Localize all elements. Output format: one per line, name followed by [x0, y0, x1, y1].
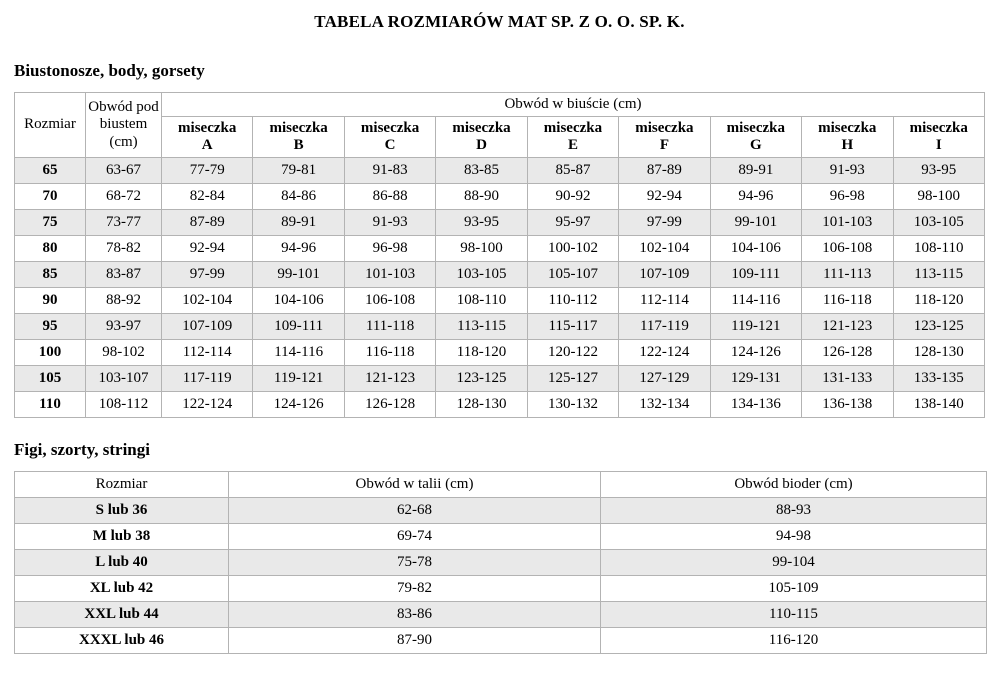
cup-C-cell: 101-103: [344, 262, 435, 288]
cup-G-cell: 94-96: [710, 184, 801, 210]
bras-col-header-miseczka-H: miseczka H: [802, 117, 893, 158]
cup-D-cell: 93-95: [436, 210, 527, 236]
cup-H-cell: 121-123: [802, 314, 893, 340]
cup-E-cell: 105-107: [527, 262, 618, 288]
cup-C-cell: 91-93: [344, 210, 435, 236]
bras-table-row-75: [15, 210, 985, 236]
cup-H-cell: 131-133: [802, 366, 893, 392]
cup-F-cell: 87-89: [619, 158, 710, 184]
size-cell: 90: [15, 288, 86, 314]
bras-table-body: [15, 158, 985, 418]
cup-G-cell: 89-91: [710, 158, 801, 184]
cup-A-cell: 97-99: [162, 262, 253, 288]
bras-table-row-110: [15, 392, 985, 418]
bras-table-row-80: [15, 236, 985, 262]
cup-G-cell: 129-131: [710, 366, 801, 392]
cup-H-cell: 101-103: [802, 210, 893, 236]
bras-section-heading: Biustonosze, body, gorsety: [14, 61, 205, 80]
cup-A-cell: 122-124: [162, 392, 253, 418]
hips-cell: 110-115: [601, 602, 987, 628]
cup-E-cell: 125-127: [527, 366, 618, 392]
cup-E-cell: 115-117: [527, 314, 618, 340]
cup-E-cell: 130-132: [527, 392, 618, 418]
panties-table-body: [15, 498, 987, 654]
cup-E-cell: 85-87: [527, 158, 618, 184]
hips-cell: 99-104: [601, 550, 987, 576]
waist-cell: 75-78: [229, 550, 601, 576]
bras-table-header: [15, 93, 985, 158]
cup-A-cell: 77-79: [162, 158, 253, 184]
cup-A-cell: 92-94: [162, 236, 253, 262]
underbust-cell: 83-87: [86, 262, 162, 288]
cup-G-cell: 114-116: [710, 288, 801, 314]
underbust-cell: 88-92: [86, 288, 162, 314]
cup-I-cell: 138-140: [893, 392, 985, 418]
cup-F-cell: 107-109: [619, 262, 710, 288]
bras-col-header-underbust: Obwód pod biustem (cm): [86, 93, 162, 158]
panties-col-header-waist: Obwód w talii (cm): [229, 472, 601, 498]
cup-H-cell: 111-113: [802, 262, 893, 288]
cup-C-cell: 126-128: [344, 392, 435, 418]
cup-C-cell: 121-123: [344, 366, 435, 392]
cup-G-cell: 104-106: [710, 236, 801, 262]
cup-I-cell: 128-130: [893, 340, 985, 366]
cup-A-cell: 112-114: [162, 340, 253, 366]
panties-col-header-rozmiar: Rozmiar: [15, 472, 229, 498]
cup-I-cell: 113-115: [893, 262, 985, 288]
size-cell: M lub 38: [15, 524, 229, 550]
underbust-cell: 73-77: [86, 210, 162, 236]
cup-C-cell: 106-108: [344, 288, 435, 314]
cup-H-cell: 96-98: [802, 184, 893, 210]
hips-cell: 105-109: [601, 576, 987, 602]
cup-B-cell: 119-121: [253, 366, 344, 392]
cup-I-cell: 108-110: [893, 236, 985, 262]
page-title: TABELA ROZMIARÓW MAT SP. Z O. O. SP. K.: [314, 12, 685, 31]
cup-A-cell: 107-109: [162, 314, 253, 340]
cup-F-cell: 132-134: [619, 392, 710, 418]
bras-col-header-miseczka-D: miseczka D: [436, 117, 527, 158]
size-cell: 85: [15, 262, 86, 288]
cup-D-cell: 113-115: [436, 314, 527, 340]
bras-table-row-70: [15, 184, 985, 210]
panties-section-heading: Figi, szorty, stringi: [14, 440, 150, 459]
cup-D-cell: 88-90: [436, 184, 527, 210]
cup-H-cell: 136-138: [802, 392, 893, 418]
cup-B-cell: 79-81: [253, 158, 344, 184]
size-cell: 105: [15, 366, 86, 392]
size-cell: L lub 40: [15, 550, 229, 576]
underbust-cell: 93-97: [86, 314, 162, 340]
panties-table-header: [15, 472, 987, 498]
panties-table-row: [15, 576, 987, 602]
cup-A-cell: 102-104: [162, 288, 253, 314]
size-cell: 70: [15, 184, 86, 210]
cup-H-cell: 116-118: [802, 288, 893, 314]
bras-size-table: [14, 92, 985, 418]
cup-I-cell: 98-100: [893, 184, 985, 210]
bras-col-header-miseczka-C: miseczka C: [344, 117, 435, 158]
cup-H-cell: 106-108: [802, 236, 893, 262]
cup-B-cell: 89-91: [253, 210, 344, 236]
panties-table-row: [15, 628, 987, 654]
cup-I-cell: 133-135: [893, 366, 985, 392]
waist-cell: 87-90: [229, 628, 601, 654]
cup-D-cell: 123-125: [436, 366, 527, 392]
waist-cell: 83-86: [229, 602, 601, 628]
cup-I-cell: 123-125: [893, 314, 985, 340]
panties-col-header-hips: Obwód bioder (cm): [601, 472, 987, 498]
cup-G-cell: 124-126: [710, 340, 801, 366]
cup-I-cell: 118-120: [893, 288, 985, 314]
cup-C-cell: 96-98: [344, 236, 435, 262]
size-cell: 100: [15, 340, 86, 366]
bras-table-row-100: [15, 340, 985, 366]
cup-G-cell: 119-121: [710, 314, 801, 340]
cup-B-cell: 104-106: [253, 288, 344, 314]
bras-col-header-miseczka-B: miseczka B: [253, 117, 344, 158]
size-cell: XXXL lub 46: [15, 628, 229, 654]
cup-F-cell: 102-104: [619, 236, 710, 262]
bras-table-row-90: [15, 288, 985, 314]
bras-col-header-miseczka-G: miseczka G: [710, 117, 801, 158]
cup-I-cell: 103-105: [893, 210, 985, 236]
hips-cell: 94-98: [601, 524, 987, 550]
size-cell: 75: [15, 210, 86, 236]
waist-cell: 62-68: [229, 498, 601, 524]
cup-A-cell: 117-119: [162, 366, 253, 392]
bras-table-row-65: [15, 158, 985, 184]
cup-C-cell: 86-88: [344, 184, 435, 210]
size-cell: XL lub 42: [15, 576, 229, 602]
bras-table-row-95: [15, 314, 985, 340]
bras-col-header-rozmiar: Rozmiar: [15, 93, 86, 158]
cup-H-cell: 126-128: [802, 340, 893, 366]
cup-E-cell: 95-97: [527, 210, 618, 236]
bras-table-row-85: [15, 262, 985, 288]
cup-F-cell: 112-114: [619, 288, 710, 314]
panties-size-table: [14, 471, 987, 654]
size-cell: 65: [15, 158, 86, 184]
cup-E-cell: 120-122: [527, 340, 618, 366]
cup-C-cell: 91-83: [344, 158, 435, 184]
bras-col-header-miseczka-A: miseczka A: [162, 117, 253, 158]
cup-A-cell: 87-89: [162, 210, 253, 236]
waist-cell: 69-74: [229, 524, 601, 550]
cup-E-cell: 110-112: [527, 288, 618, 314]
bras-table-row-105: [15, 366, 985, 392]
cup-E-cell: 100-102: [527, 236, 618, 262]
size-cell: XXL lub 44: [15, 602, 229, 628]
bras-col-header-miseczka-E: miseczka E: [527, 117, 618, 158]
underbust-cell: 68-72: [86, 184, 162, 210]
cup-B-cell: 114-116: [253, 340, 344, 366]
cup-B-cell: 84-86: [253, 184, 344, 210]
size-cell: S lub 36: [15, 498, 229, 524]
cup-H-cell: 91-93: [802, 158, 893, 184]
cup-B-cell: 94-96: [253, 236, 344, 262]
cup-B-cell: 124-126: [253, 392, 344, 418]
cup-D-cell: 128-130: [436, 392, 527, 418]
underbust-cell: 63-67: [86, 158, 162, 184]
bras-col-header-miseczka-I: miseczka I: [893, 117, 985, 158]
cup-D-cell: 83-85: [436, 158, 527, 184]
cup-I-cell: 93-95: [893, 158, 985, 184]
cup-F-cell: 127-129: [619, 366, 710, 392]
cup-D-cell: 118-120: [436, 340, 527, 366]
cup-B-cell: 99-101: [253, 262, 344, 288]
cup-G-cell: 99-101: [710, 210, 801, 236]
hips-cell: 116-120: [601, 628, 987, 654]
cup-C-cell: 111-118: [344, 314, 435, 340]
cup-D-cell: 98-100: [436, 236, 527, 262]
panties-table-row: [15, 602, 987, 628]
underbust-cell: 103-107: [86, 366, 162, 392]
size-cell: 95: [15, 314, 86, 340]
bras-col-header-bust-group: Obwód w biuście (cm): [162, 93, 985, 117]
cup-C-cell: 116-118: [344, 340, 435, 366]
cup-D-cell: 103-105: [436, 262, 527, 288]
cup-G-cell: 134-136: [710, 392, 801, 418]
cup-D-cell: 108-110: [436, 288, 527, 314]
cup-G-cell: 109-111: [710, 262, 801, 288]
underbust-cell: 98-102: [86, 340, 162, 366]
panties-table-row: [15, 550, 987, 576]
cup-F-cell: 97-99: [619, 210, 710, 236]
size-cell: 110: [15, 392, 86, 418]
hips-cell: 88-93: [601, 498, 987, 524]
underbust-cell: 78-82: [86, 236, 162, 262]
waist-cell: 79-82: [229, 576, 601, 602]
cup-B-cell: 109-111: [253, 314, 344, 340]
underbust-cell: 108-112: [86, 392, 162, 418]
size-cell: 80: [15, 236, 86, 262]
bras-col-header-miseczka-F: miseczka F: [619, 117, 710, 158]
panties-table-row: [15, 498, 987, 524]
cup-F-cell: 92-94: [619, 184, 710, 210]
cup-E-cell: 90-92: [527, 184, 618, 210]
panties-table-row: [15, 524, 987, 550]
cup-A-cell: 82-84: [162, 184, 253, 210]
cup-F-cell: 117-119: [619, 314, 710, 340]
cup-F-cell: 122-124: [619, 340, 710, 366]
